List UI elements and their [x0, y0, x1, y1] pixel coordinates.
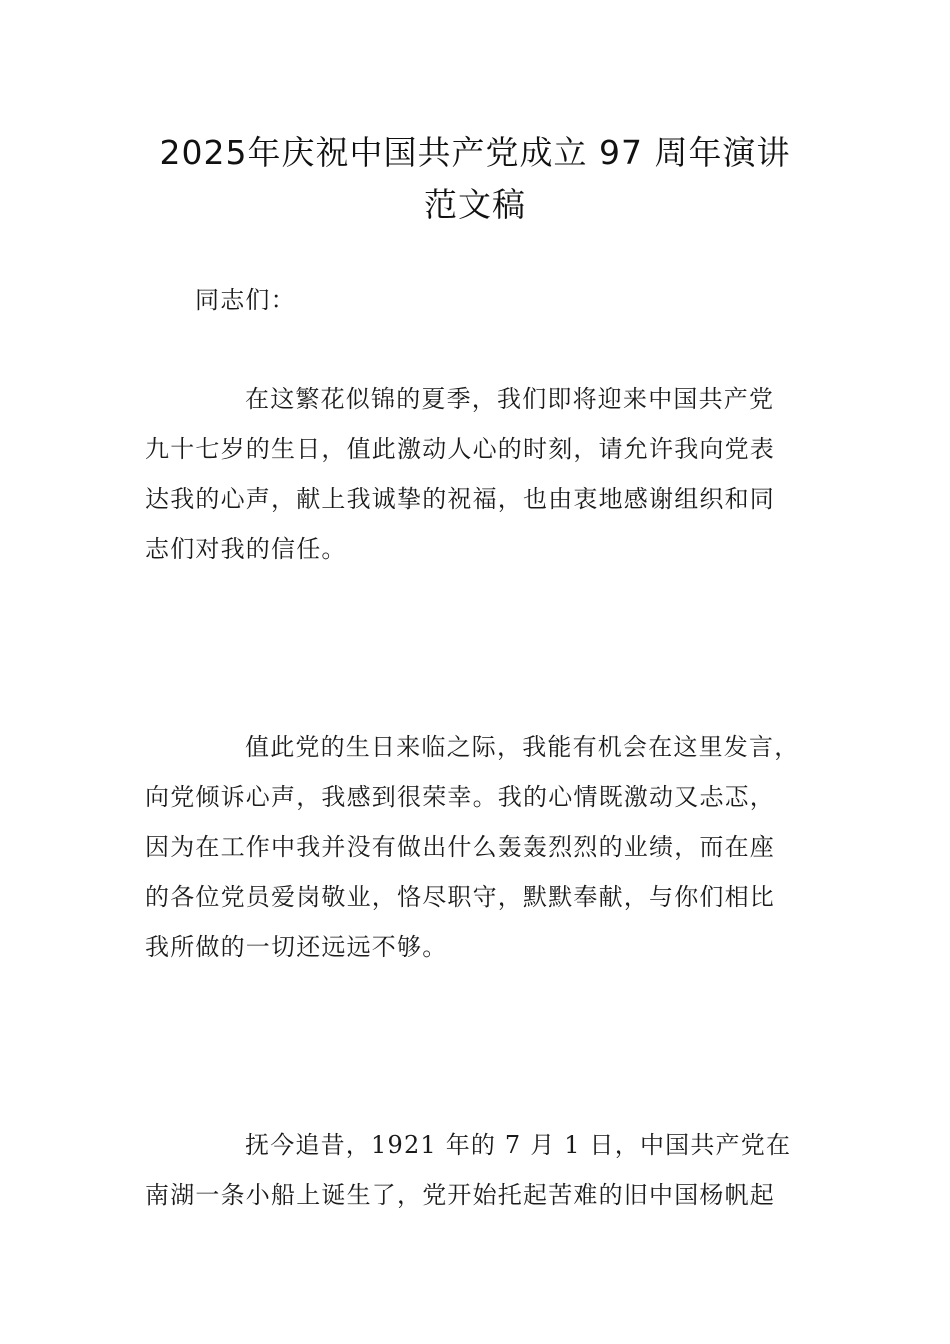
- paragraph-2-line-4: 的各位党员爱岗敬业，恪尽职守，默默奉献，与你们相比: [145, 883, 775, 911]
- paragraph-1-line-1: 在这繁花似锦的夏季，我们即将迎来中国共产党: [245, 385, 775, 413]
- document-title-line-1: 2025年庆祝中国共产党成立 97 周年演讲: [159, 133, 791, 172]
- paragraph-1-line-4: 志们对我的信任。: [145, 535, 347, 563]
- paragraph-2-line-2: 向党倾诉心声，我感到很荣幸。我的心情既激动又忐忑，: [145, 783, 775, 811]
- paragraph-2-line-5: 我所做的一切还远远不够。: [145, 933, 448, 961]
- salutation: 同志们：: [195, 286, 296, 314]
- paragraph-3-line-1: 抚今追昔，1921 年的 7 月 1 日，中国共产党在: [245, 1131, 792, 1159]
- document-title-line-2: 范文稿: [424, 185, 526, 224]
- paragraph-2-line-3: 因为在工作中我并没有做出什么轰轰烈烈的业绩，而在座: [145, 833, 775, 861]
- paragraph-2-line-1: 值此党的生日来临之际，我能有机会在这里发言，: [245, 733, 800, 761]
- paragraph-1-line-3: 达我的心声，献上我诚挚的祝福，也由衷地感谢组织和同: [145, 485, 775, 513]
- paragraph-1-line-2: 九十七岁的生日，值此激动人心的时刻，请允许我向党表: [145, 435, 775, 463]
- paragraph-3-line-2: 南湖一条小船上诞生了，党开始托起苦难的旧中国杨帆起: [145, 1181, 775, 1209]
